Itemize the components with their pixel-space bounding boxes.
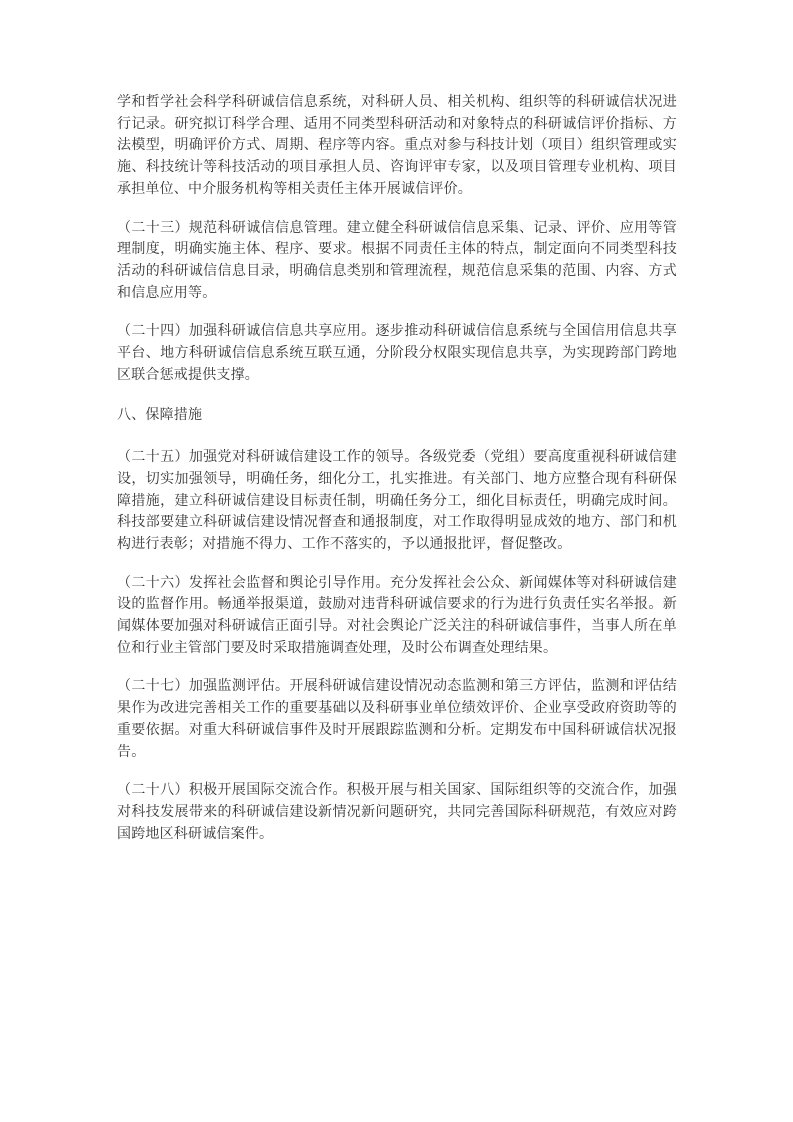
paragraph-continuation: 学和哲学社会科学科研诚信信息系统，对科研人员、相关机构、组织等的科研诚信状况进行记录。研究拟订科学合理、适用不同类型科研活动和对象特点的科研诚信评价指标、方法模型，明确评价方式、周期、程序等内容。重点对参与科技计划（项目）组织管理或实施、科技统计等科技活动的项目承担人员、咨询评审专家，以及项目管理专业机构、项目承担单位、中介服务机构等相关责任主体开展诚信评价。 bbox=[117, 94, 677, 197]
paragraph-item-25: （二十五）加强党对科研诚信建设工作的领导。各级党委（党组）要高度重视科研诚信建设，切实加强领导，明确任务，细化分工，扎实推进。有关部门、地方应整合现有科研保障措施，建立科研诚信建设目标责任制，明确任务分工，细化目标责任，明确完成时间。科技部要建立科研诚信建设情况督查和通报制度，对工作取得明显成效的地方、部门和机构进行表彰；对措施不得力、工作不落实的，予以通报批评，督促整改。 bbox=[117, 449, 677, 552]
paragraph-item-26: （二十六）发挥社会监督和舆论引导作用。充分发挥社会公众、新闻媒体等对科研诚信建设的监督作用。畅通举报渠道，鼓励对违背科研诚信要求的行为进行负责任实名举报。新闻媒体要加强对科研诚信正面引导。对社会舆论广泛关注的科研诚信事件，当事人所在单位和行业主管部门要及时采取措施调查处理，及时公布调查处理结果。 bbox=[117, 574, 677, 656]
paragraph-item-23: （二十三）规范科研诚信信息管理。建立健全科研诚信信息采集、记录、评价、应用等管理制度，明确实施主体、程序、要求。根据不同责任主体的特点，制定面向不同类型科技活动的科研诚信信息目录，明确信息类别和管理流程，规范信息采集的范围、内容、方式和信息应用等。 bbox=[117, 219, 677, 301]
paragraph-item-28: （二十八）积极开展国际交流合作。积极开展与相关国家、国际组织等的交流合作，加强对科技发展带来的科研诚信建设新情况新问题研究，共同完善国际科研规范，有效应对跨国跨地区科研诚信案件。 bbox=[117, 782, 677, 842]
document-text-block bbox=[117, 92, 677, 862]
section-heading-8: 八、保障措施 bbox=[117, 407, 203, 424]
paragraph-item-24: （二十四）加强科研诚信信息共享应用。逐步推动科研诚信信息系统与全国信用信息共享平台、地方科研诚信信息系统互联互通，分阶段分权限实现信息共享，为实现跨部门跨地区联合惩戒提供支撑。 bbox=[117, 323, 677, 383]
paragraph-item-27: （二十七）加强监测评估。开展科研诚信建设情况动态监测和第三方评估，监测和评估结果作为改进完善相关工作的重要基础以及科研事业单位绩效评价、企业享受政府资助等的重要依据。对重大科研诚信事件及时开展跟踪监测和分析。定期发布中国科研诚信状况报告。 bbox=[117, 678, 677, 760]
